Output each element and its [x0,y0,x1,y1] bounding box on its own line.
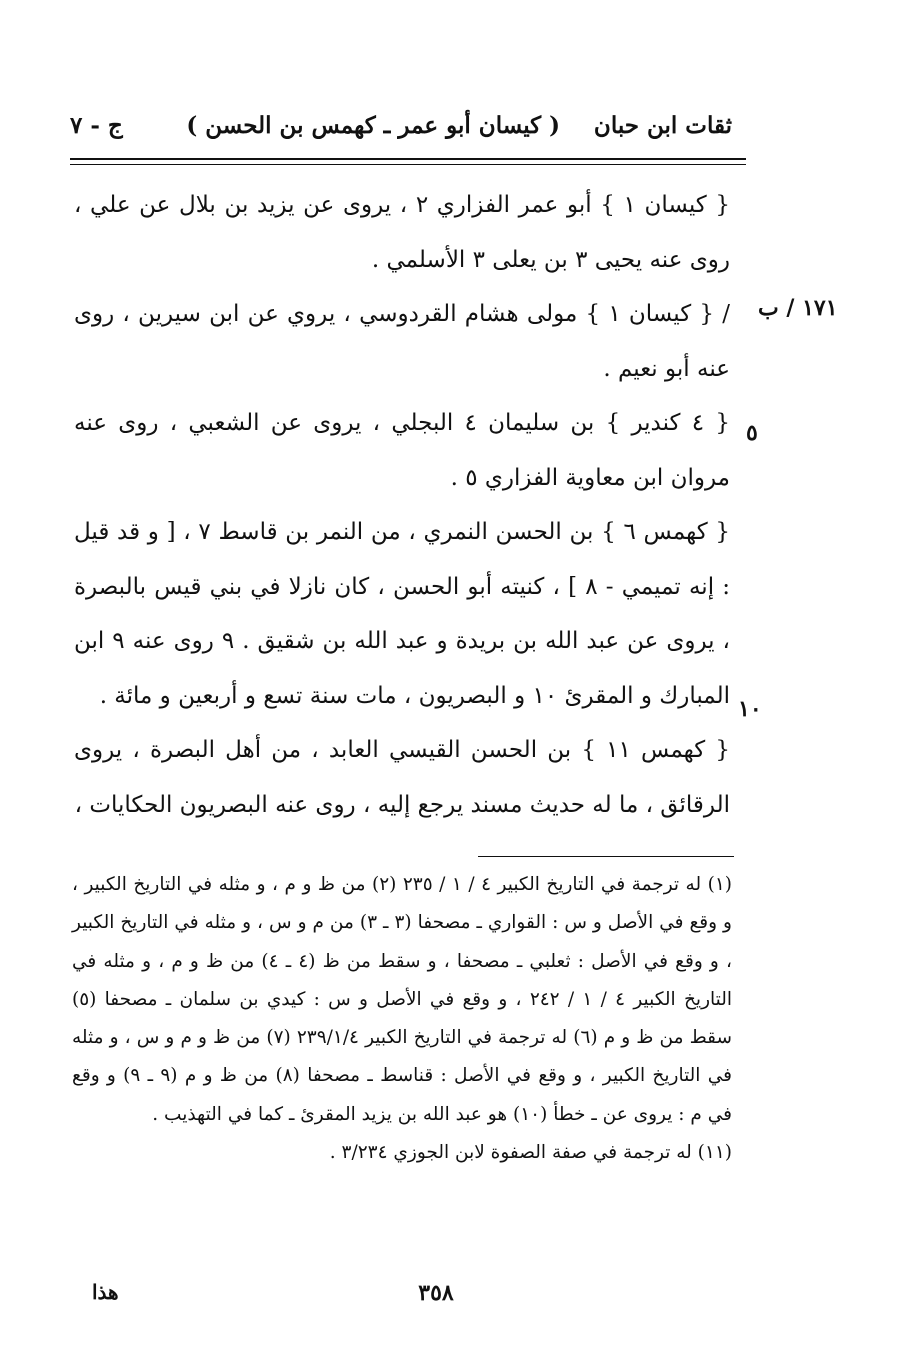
entry-paragraph: { كهمس ١١ } بن الحسن القيسي العابد ، من أهل البصرة ، يروى الرقائق ، ما له حديث مسند يرجع إليه ، روى عنه البصريون الحكايات ، [74,737,730,818]
header-rule-thin [70,164,746,165]
main-text [74,178,730,832]
footnote-paragraph: (١) له ترجمة في التاريخ الكبير ٤ / ١ / ٢٣٥ (٢) من ظ و م ، و مثله في التاريخ الكبير ، و وقع في الأصل و س : القواري ـ مصحفا (٣ ـ ٣) من م و س ، و مثله في التاريخ الكبير ، و وقع في الأصل : ثعلبي ـ مصحفا ، و سقط من ظ (٤ ـ ٤) من ظ و م ، و مثله في التاريخ الكبير ٤ / ١ / ٢٤٢ ، و وقع في الأصل و س : كيدي بن سلمان ـ مصحفا (٥) سقط من ظ و م (٦) له ترجمة في التاريخ الكبير ٢٣٩/١/٤ (٧) من ظ و م و س ، و مثله في التاريخ الكبير ، و وقع في الأصل : قناسط ـ مصحفا (٨) من ظ و م (٩ ـ ٩) و وقع في م : يروى عن ـ خطأ (١٠) هو عبد الله بن يزيد المقرئ ـ كما في التهذيب . [72,874,733,1125]
margin-line-number-10: ١٠ [738,696,762,722]
header-rule [70,158,746,160]
entry-paragraph: { كهمس ٦ } بن الحسن النمري ، من النمر بن قاسط ٧ ، [ و قد قيل : إنه تميمي - ٨ ] ، كنيته أبو الحسن ، كان نازلا في بني قيس بالبصرة ، يروى عن عبد الله بن بريدة و عبد الله بن شقيق . ٩ روى عنه ٩ ابن المبارك و المقرئ ١٠ و البصريون ، مات سنة تسع و أربعين و مائة . [74,519,730,709]
header-subject: ( كيسان أبو عمر ـ كهمس بن الحسن ) [186,112,560,139]
header-book-title: ثقات ابن حبان [593,112,732,139]
entry-paragraph: { كيسان ١ } أبو عمر الفزاري ٢ ، يروى عن يزيد بن بلال عن علي ، روى عنه يحيى ٣ بن يعلى ٣ الأسلمي . [74,192,731,273]
header-volume: ج - ٧ [70,112,123,139]
entry-paragraph: / { كيسان ١ } مولى هشام القردوسي ، يروي عن ابن سيرين ، روى عنه أبو نعيم . [74,301,731,382]
footnotes [72,866,732,1172]
entry-paragraph: { ٤ كندير } بن سليمان ٤ البجلي ، يروى عن الشعبي ، روى عنه مروان ابن معاوية الفزاري ٥ . [74,410,730,491]
margin-line-number-5: ٥ [746,420,758,446]
running-header [70,112,732,152]
footnote-paragraph: (١١) له ترجمة في صفة الصفوة لابن الجوزي ٣/٢٣٤ . [329,1142,732,1164]
catchword: هذا [92,1280,119,1304]
page-number: ٣٥٨ [418,1280,454,1306]
footnote-rule [478,856,734,857]
margin-folio-marker: ١٧١ / ب [758,295,838,321]
